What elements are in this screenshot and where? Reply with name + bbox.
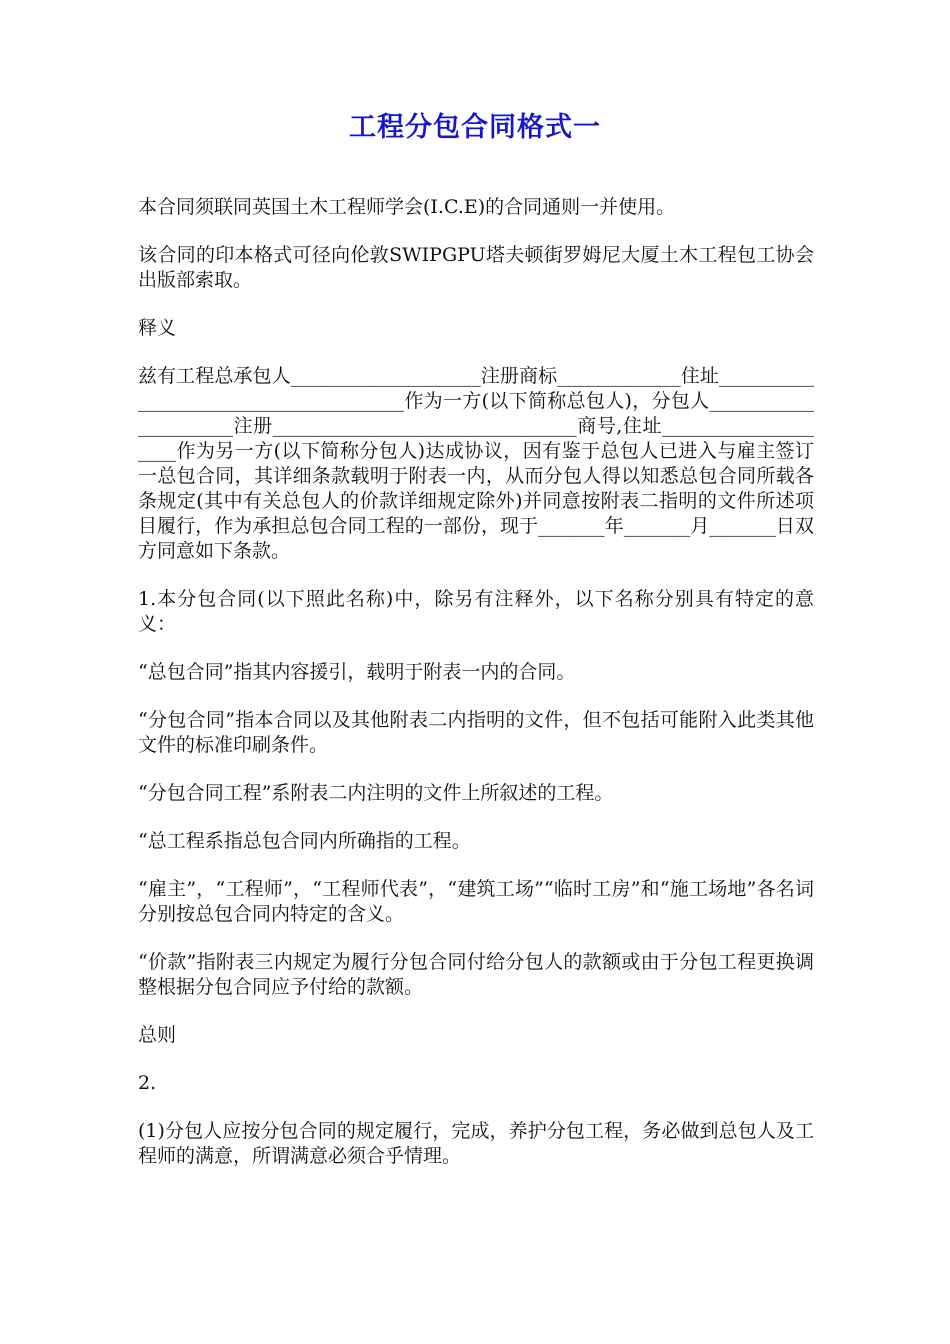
definition-price: “价款”指附表三内规定为履行分包合同付给分包人的款额或由于分包工程更换调整根据分包合同应予付给的款额。 <box>138 951 814 998</box>
definition-subcontract: “分包合同”指本合同以及其他附表二内指明的文件，但不包括可能附入此类其他文件的标准印刷条件。 <box>138 709 814 756</box>
definition-main-works: “总工程系指总包合同内所确指的工程。 <box>138 830 471 852</box>
document-title: 工程分包合同格式一 <box>349 112 601 143</box>
definition-main-contract: “总包合同”指其内容援引，载明于附表一内的合同。 <box>138 661 576 683</box>
section-heading-general: 总则 <box>138 1024 177 1046</box>
definition-terms: “雇主”，“工程师”，“工程师代表”，“建筑工场”“临时工房”和“施工场地”各名词分别按总包合同内特定的含义。 <box>138 878 814 925</box>
definition-subcontract-works: “分包合同工程”系附表二内注明的文件上所叙述的工程。 <box>138 782 614 804</box>
document-body <box>138 195 814 1192</box>
section-heading-definitions: 释义 <box>138 317 177 339</box>
paragraph-print-source: 该合同的印本格式可径向伦敦SWIPGPU塔夫顿街罗姆尼大厦土木工程包工协会出版部索取。 <box>138 244 814 291</box>
paragraph-parties-agreement: 兹有工程总承包人____________________注册商标_____________住址______________________________________作为一方(以下简称总包人)，分包人_____________________注册________________________________商号,住址____________________作为另一方(以下简称分包人)达成协议，因有鉴于总包人已进入与雇主签订一总包合同，其详细条款载明于附表一内，从而分包人得以知悉总包合同所载各条规定(其中有关总包人的价款详细规定除外)并同意按附表二指明的文件所述项目履行，作为承担总包合同工程的一部份，现于_______年_______月_______日双方同意如下条款。 <box>138 365 814 562</box>
paragraph-clause-2-1: (1)分包人应按分包合同的规定履行，完成，养护分包工程，务必做到总包人及工程师的满意，所谓满意必须合乎情理。 <box>138 1120 814 1167</box>
paragraph-ice-notice: 本合同须联同英国土木工程师学会(I.C.E)的合同通则一并使用。 <box>138 196 676 218</box>
paragraph-clause-1: 1.本分包合同(以下照此名称)中，除另有注释外，以下名称分别具有特定的意义： <box>138 588 814 635</box>
clause-number-2: 2. <box>138 1072 157 1094</box>
